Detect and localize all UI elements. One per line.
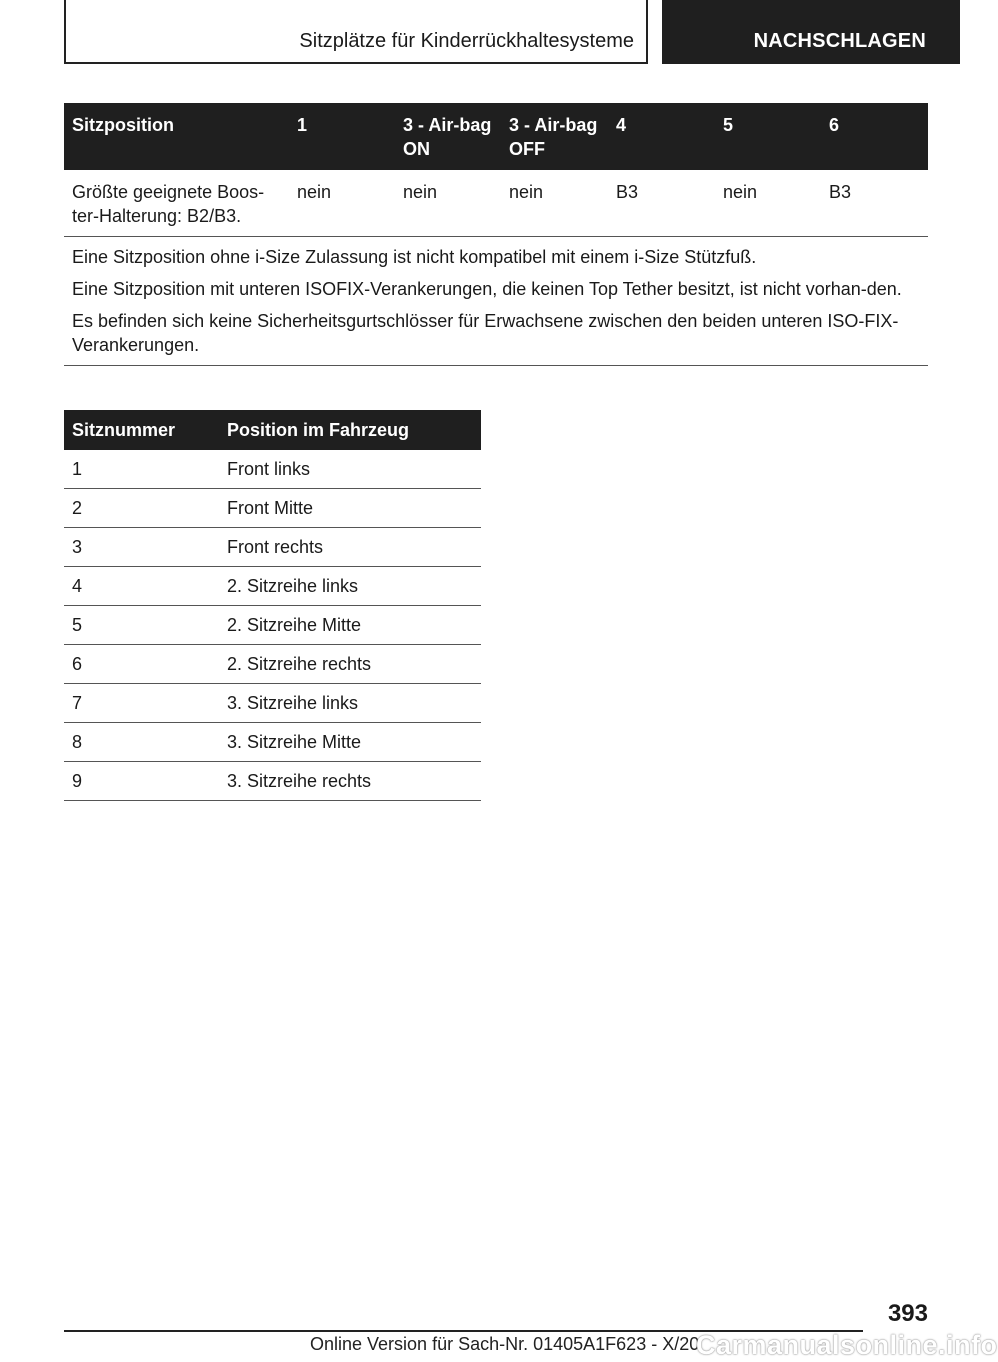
seat-number-table bbox=[64, 410, 481, 801]
table-row bbox=[64, 645, 481, 684]
online-version-text: Online Version für Sach-Nr. 01405A1F623 - X/20 bbox=[310, 1334, 700, 1354]
notes-cell bbox=[64, 237, 928, 366]
seat-number: 8 bbox=[64, 723, 219, 762]
table-row bbox=[64, 450, 481, 489]
seat-position: Front links bbox=[219, 450, 481, 489]
note-text: Eine Sitzposition mit unteren ISOFIX-Verankerungen, die keinen Top Tether besitzt, ist nicht vorhan-den. bbox=[72, 279, 902, 299]
column-header: 4 bbox=[608, 103, 715, 170]
seat-position: 2. Sitzreihe links bbox=[219, 567, 481, 606]
table-row bbox=[64, 606, 481, 645]
seat-number: 6 bbox=[64, 645, 219, 684]
column-header: 1 bbox=[289, 103, 395, 170]
section-tab bbox=[662, 0, 960, 64]
column-header: Sitznummer bbox=[64, 410, 219, 450]
table-cell: Größte geeignete Boos-ter-Halterung: B2/B3. bbox=[64, 170, 289, 237]
seat-number: 7 bbox=[64, 684, 219, 723]
seat-position: Front rechts bbox=[219, 528, 481, 567]
table-header-row bbox=[64, 410, 481, 450]
section-label: NACHSCHLAGEN bbox=[753, 30, 926, 52]
seat-position: 3. Sitzreihe links bbox=[219, 684, 481, 723]
table-cell: nein bbox=[289, 170, 395, 237]
note-text: Es befinden sich keine Sicherheitsgurtschlösser für Erwachsene zwischen den beiden unteren ISO-FIX-Verankerungen. bbox=[72, 311, 899, 355]
table-row bbox=[64, 528, 481, 567]
seat-position: Front Mitte bbox=[219, 489, 481, 528]
notes-row bbox=[64, 237, 928, 366]
header-title-box bbox=[64, 0, 648, 64]
table-row bbox=[64, 684, 481, 723]
seat-number: 2 bbox=[64, 489, 219, 528]
seat-position: 3. Sitzreihe Mitte bbox=[219, 723, 481, 762]
seat-position: 2. Sitzreihe Mitte bbox=[219, 606, 481, 645]
column-header: 3 - Air-bag ON bbox=[395, 103, 501, 170]
table-cell: nein bbox=[395, 170, 501, 237]
seat-number: 5 bbox=[64, 606, 219, 645]
table-header-row bbox=[64, 103, 928, 170]
table-cell: nein bbox=[501, 170, 608, 237]
column-header: 6 bbox=[821, 103, 928, 170]
column-header: 3 - Air-bag OFF bbox=[501, 103, 608, 170]
table-row bbox=[64, 723, 481, 762]
watermark: Carmanualsonline.info bbox=[696, 1330, 998, 1360]
table-row bbox=[64, 489, 481, 528]
table-row bbox=[64, 567, 481, 606]
column-header: Position im Fahrzeug bbox=[219, 410, 481, 450]
seat-number: 3 bbox=[64, 528, 219, 567]
seat-position: 3. Sitzreihe rechts bbox=[219, 762, 481, 801]
column-header: 5 bbox=[715, 103, 821, 170]
seat-number: 9 bbox=[64, 762, 219, 801]
seat-position: 2. Sitzreihe rechts bbox=[219, 645, 481, 684]
seat-number: 4 bbox=[64, 567, 219, 606]
table-cell: nein bbox=[715, 170, 821, 237]
page-number: 393 bbox=[887, 1300, 928, 1327]
table-cell: B3 bbox=[608, 170, 715, 237]
chapter-title: Sitzplätze für Kinderrückhaltesysteme bbox=[299, 30, 634, 52]
seat-compatibility-table bbox=[64, 103, 928, 366]
seat-number: 1 bbox=[64, 450, 219, 489]
note-text: Eine Sitzposition ohne i-Size Zulassung ist nicht kompatibel mit einem i-Size Stützfuß. bbox=[72, 247, 757, 267]
table-cell: B3 bbox=[821, 170, 928, 237]
column-header: Sitzposition bbox=[64, 103, 289, 170]
table-row bbox=[64, 170, 928, 237]
table-row bbox=[64, 762, 481, 801]
